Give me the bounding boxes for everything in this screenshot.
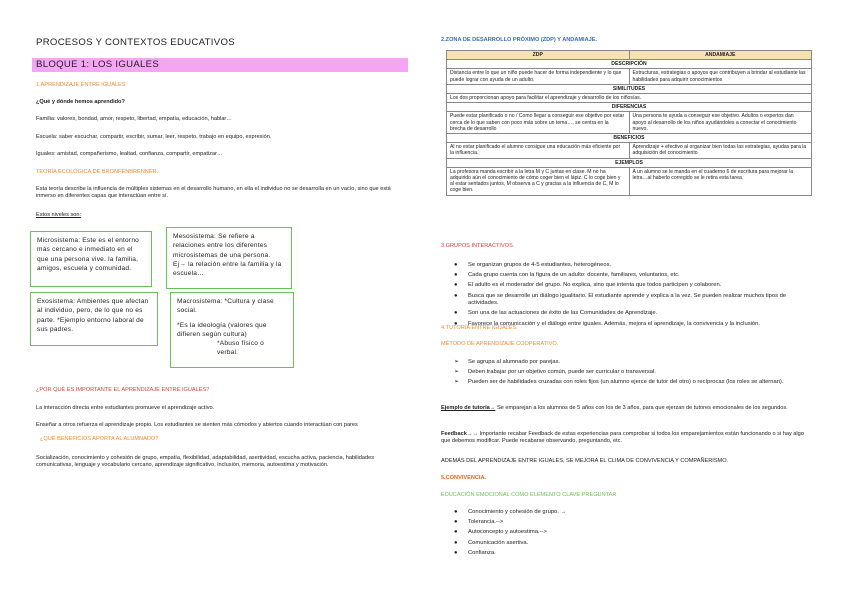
table-cell: A un alumno se le manda en el cuaderno 6 de escritura para mejorar la letra…al haberlo corregido se le retira esta tarea. bbox=[629, 167, 812, 195]
bullet-icon: ● bbox=[454, 320, 458, 327]
table-row bbox=[447, 112, 812, 134]
bullet-icon: ● bbox=[454, 529, 458, 536]
list-item: ● Comunicación asertiva. bbox=[454, 539, 529, 546]
list-item: ● Se organizan grupos de 4-5 estudiantes, heterogéneos. bbox=[454, 262, 612, 268]
list-item: ● Cada grupo cuenta con la figura de un adulto: docente, familiares, voluntarios, etc. bbox=[454, 272, 680, 279]
list-item: ● Confianza. bbox=[454, 549, 496, 556]
table-row bbox=[447, 94, 812, 103]
table-header-andamiaje: ANDAMIAJE bbox=[629, 51, 812, 60]
arrow-bullet-icon: ➢ bbox=[454, 379, 459, 386]
table-row bbox=[447, 134, 812, 143]
beneficios-title: ¿QUÉ BENEFICIOS APORTA AL ALUMNADO? bbox=[40, 436, 159, 442]
row-label-diferencias: DIFERENCIAS bbox=[447, 103, 812, 112]
table-row bbox=[447, 158, 812, 167]
ejemplo-label: Ejemplo de tutoría→ bbox=[441, 405, 496, 411]
row-label-ejemplos: EJEMPLOS bbox=[447, 158, 812, 167]
list-item: ● Conocimiento y cohesión de grupo. → bbox=[454, 509, 567, 515]
table-row bbox=[447, 84, 812, 93]
list-item: ➢ Deben trabajar por un objetivo común, puede ser curricular o transversal. bbox=[454, 369, 656, 376]
convivencia-list bbox=[446, 509, 812, 560]
beneficios-text: Socialización, conocimiento y cohesión de grupo, empatía, flexibilidad, adaptabilidad, asertividad, escucha activa, paciencia, habilidades comunicativas, lenguaje y vocabulario cercano, aprendizaje significativo, inclusión, memoria, autoestima y motivación. bbox=[36, 455, 375, 469]
bullet-icon: ● bbox=[454, 272, 458, 279]
ejemplo-text: Se emparejan a los alumnos de 5 años con los de 3 años, para que ejerzan de tutores emocionales de los segundos. bbox=[495, 405, 788, 411]
metodo-title: MÉTODO DE APRENDIZAJE COOPERATIVO. bbox=[441, 341, 559, 347]
bloque-title: BLOQUE 1: LOS IGUALES bbox=[36, 59, 160, 70]
table-cell: Los dos proporcionan apoyo para facilitar el aprendizaje y desarrollo de los niños/as. bbox=[447, 94, 812, 103]
row-label-similitudes: SIMILITUDES bbox=[447, 84, 812, 93]
list-item: ● El adulto es el moderador del grupo. No explica, sino que intenta que todos participen y colaboren. bbox=[454, 282, 722, 289]
bullet-icon: ● bbox=[454, 549, 458, 556]
porque-line-1: La interacción directa entre estudiantes promueve el aprendizaje activo. bbox=[36, 405, 215, 411]
teoria-text: Esta teoría describe la influencia de múltiples sistemas en el desarrollo humano, en ella el individuo no se desarrolla en un vacío, sino que está inmerso en diferentes capas que interactúan entre sí. bbox=[36, 186, 391, 200]
zdp-table bbox=[446, 50, 812, 196]
list-item: ● Favorece la comunicación y el diálogo entre iguales. Además, mejora el aprendizaje, la convivencia y la inclusión. bbox=[454, 320, 760, 327]
table-cell: Estructuras, estrategias o apoyos que contribuyen a brindar al estudiante las habilidades para adquirir conocimientos bbox=[629, 69, 812, 84]
list-item: ➢ Pueden ser de habilidades cruzadas con roles fijos (un alumno ejerce de tutor del otro) o recíprocas (los roles se alternan). bbox=[454, 379, 784, 386]
macro-line-1: Macrosistema: *Cultura y clase social. bbox=[177, 298, 274, 315]
feedback-paragraph bbox=[441, 431, 811, 446]
list-item: ● Tolerancia.--> bbox=[454, 519, 504, 526]
iguales-line: Iguales: amistad, compañerismo, lealtad, confianza, compartir, empatizar… bbox=[36, 151, 223, 157]
list-item: ● Autoconcepto y autoestima.--> bbox=[454, 529, 547, 536]
niveles-label: Estos niveles son: bbox=[36, 212, 82, 218]
bullet-icon: ● bbox=[454, 310, 458, 317]
macrosistema-box bbox=[170, 292, 294, 368]
table-cell: Aprendizaje + efectivo al organizar bien todas las estrategias, ayudas para la adquisición del conocimiento bbox=[629, 143, 812, 158]
row-label-beneficios: BENEFICIOS bbox=[447, 134, 812, 143]
exosistema-box: Exosistema: Ambientes que afectan al individuo, pero, de lo que no es parte. *Ejemplo entorno laboral de sus padres. bbox=[30, 292, 158, 346]
educacion-title: EDUCACIÓN EMOCIONAL COMO ELEMENTO CLAVE PREGUNTAR bbox=[441, 492, 617, 498]
mesosistema-box: Mesosistema: Se refiere a relaciones entre los diferentes microsistemas de una persona. Ej→ la relación entre la familia y la escuela… bbox=[166, 227, 292, 289]
question-aprendido: ¿Qué y dónde hemos aprendido? bbox=[36, 99, 125, 105]
page-title: PROCESOS Y CONTEXTOS EDUCATIVOS bbox=[36, 37, 235, 48]
bullet-icon: ● bbox=[454, 519, 458, 526]
bullet-icon: ● bbox=[454, 509, 458, 515]
familia-line: Familia: valores, bondad, amor, respeto, libertad, empatía, educación, hablar… bbox=[36, 116, 232, 122]
zdp-title: 2.ZONA DE DESARROLLO PRÓXIMO (ZDP) Y ANDAMIAJE. bbox=[441, 37, 598, 43]
table-row bbox=[447, 103, 812, 112]
table-cell: Puede estar planificado o no / Como llegar a conseguir ese objetivo por estar cerca de lo que saben con poco más sobre un tema…, se centra en la brecha de desarrollo bbox=[447, 112, 630, 134]
conclusion-line: ADEMÁS DEL APRENDIZAJE ENTRE IGUALES, SE MEJORA EL CLIMA DE CONVIVENCIA Y COMPAÑERISMO. bbox=[441, 458, 729, 464]
microsistema-box: Microsistema: Este es el entorno más cercano e inmediato en el que una persona vive. la familia, amigos, escuela y comunidad. bbox=[30, 231, 152, 287]
row-label-descripcion: DESCRIPCIÓN bbox=[447, 60, 812, 69]
metodo-list bbox=[446, 359, 812, 390]
tutoria-title: 4.TUTORÍA ENTRE IGUALES. bbox=[441, 325, 518, 331]
table-row bbox=[447, 69, 812, 84]
teoria-title: TEORÍA ECOLÓGICA DE BRONFENBRENNER. bbox=[36, 169, 159, 175]
macro-line-2: *Es la ideología (valores que difieren según cultura) bbox=[177, 321, 267, 338]
porque-line-2: Enseñar a otros refuerza el aprendizaje propio. Los estudiantes se sienten más cómodos y abiertos cuando interactúan con pares bbox=[36, 422, 358, 428]
escuela-line: Escuela: saber escuchar, compartir, escribir, sumar, leer, respeto, trabajo en equipo, expresión. bbox=[36, 134, 272, 140]
table-row bbox=[447, 143, 812, 158]
feedback-text: Importante recabar Feedback de estas experiencias para comprobar si todos los emparejamientos están funcionando o si hay algo que debemos modificar. Puede recabarse observando, preguntando, etc. bbox=[441, 431, 804, 445]
list-item: ● Busca que se desarrolle un diálogo igualitario. El estudiante aprende y explica a la vez. Se pueden realizar muchos tipos de actividades. bbox=[454, 292, 787, 307]
table-cell: Al no estar planificado el alumno consigue una educación más eficiente por la influencia. bbox=[447, 143, 630, 158]
section-aprendizaje: 1.APRENDIZAJE ENTRE IGUALES bbox=[36, 82, 126, 88]
table-header-zdp: ZDP bbox=[447, 51, 630, 60]
bullet-icon: ● bbox=[454, 539, 458, 546]
table-row bbox=[447, 60, 812, 69]
table-row bbox=[447, 51, 812, 60]
table-cell: La profesora manda escribir a la letra M y C juntas en clase. M no ha adquirido aún el conocimiento de cómo coger bien el lápiz. C lo coge bien y al estar sentados juntos, M observa a C y gracias a la influencia de C, M lo coge bien. bbox=[447, 167, 630, 195]
bullet-icon: ● bbox=[454, 262, 458, 268]
feedback-label: Feedback→→ bbox=[441, 431, 478, 437]
grupos-list bbox=[446, 262, 812, 331]
table-row bbox=[447, 167, 812, 195]
porque-title: ¿POR QUÉ ES IMPORTANTE EL APRENDIZAJE ENTRE IGUALES? bbox=[36, 387, 210, 393]
table-cell: Una persona te ayuda a conseguir ese objetivo. Adultos o expertos dan apoyo al desarrollo de los niños ayudándoles a conectar el conocimiento nuevo. bbox=[629, 112, 812, 134]
bullet-icon: ● bbox=[454, 282, 458, 289]
grupos-title: 3.GRUPOS INTERACTIVOS. bbox=[441, 243, 515, 249]
list-item: ● Son una de las actuaciones de éxito de las Comunidades de Aprendizaje. bbox=[454, 310, 658, 317]
convivencia-title: 5.CONVIVENCIA. bbox=[441, 475, 487, 481]
table-cell: Distancia entre lo que un niño puede hacer de forma independiente y lo que puede lograr con ayuda de un adulto. bbox=[447, 69, 630, 84]
arrow-bullet-icon: ➢ bbox=[454, 359, 459, 365]
bullet-icon: ● bbox=[454, 292, 458, 299]
arrow-bullet-icon: ➢ bbox=[454, 369, 459, 376]
ejemplo-tutoria bbox=[441, 405, 817, 412]
list-item: ➢ Se agrupa al alumnado por parejas. bbox=[454, 359, 561, 365]
macro-line-3: *Abuso físico o verbal. bbox=[217, 340, 264, 357]
